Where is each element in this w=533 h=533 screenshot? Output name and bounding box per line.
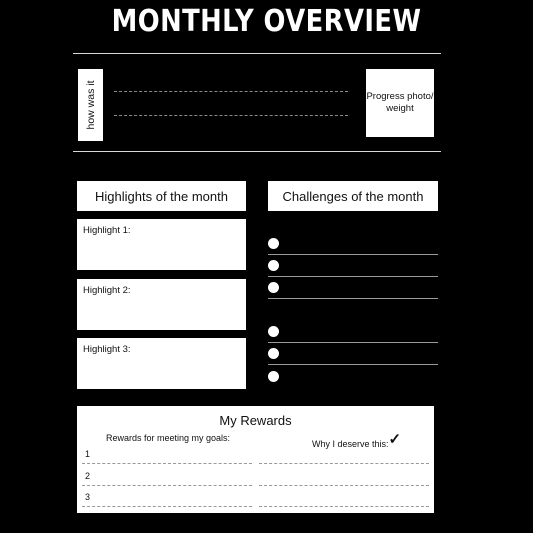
bullet-icon xyxy=(268,371,279,382)
reward-number: 3 xyxy=(85,492,91,502)
page-title: MONTHLY OVERVIEW xyxy=(111,4,422,39)
reward-line-left[interactable] xyxy=(82,485,252,486)
rewards-panel xyxy=(77,406,434,513)
bullet-icon xyxy=(268,326,279,337)
bullet-icon xyxy=(268,260,279,271)
highlight-box-1[interactable] xyxy=(77,219,246,270)
reward-line-left[interactable] xyxy=(82,463,252,464)
middle-divider xyxy=(73,151,441,152)
reward-number: 2 xyxy=(85,471,91,481)
challenges-header xyxy=(268,181,438,211)
reward-line-left[interactable] xyxy=(82,506,252,507)
reward-line-right[interactable] xyxy=(259,463,429,464)
rewards-right-label-wrap xyxy=(312,430,401,448)
highlight-label: Highlight 2: xyxy=(83,285,131,296)
challenge-line[interactable] xyxy=(268,254,438,255)
reward-number: 1 xyxy=(85,449,91,459)
highlight-label: Highlight 1: xyxy=(83,225,131,236)
rewards-right-label: Why I deserve this: xyxy=(312,439,389,449)
mood-label-box xyxy=(78,69,103,141)
highlights-header xyxy=(77,181,246,211)
highlights-header-label: Highlights of the month xyxy=(95,188,228,204)
challenge-line[interactable] xyxy=(268,364,438,365)
highlight-box-3[interactable] xyxy=(77,338,246,389)
progress-label: Progress photo/ weight xyxy=(366,91,434,114)
highlight-box-2[interactable] xyxy=(77,279,246,330)
mood-line-1[interactable] xyxy=(114,91,348,92)
rewards-left-label: Rewards for meeting my goals: xyxy=(106,433,231,443)
reward-line-right[interactable] xyxy=(259,485,429,486)
challenge-line[interactable] xyxy=(268,276,438,277)
challenge-line[interactable] xyxy=(268,342,438,343)
bullet-icon xyxy=(268,282,279,293)
bullet-icon xyxy=(268,238,279,249)
reward-line-right[interactable] xyxy=(259,506,429,507)
highlight-label: Highlight 3: xyxy=(83,344,131,355)
challenges-header-label: Challenges of the month xyxy=(282,188,424,204)
mood-label: how was it xyxy=(84,80,97,130)
progress-photo-box[interactable] xyxy=(366,69,434,137)
top-divider xyxy=(73,53,441,54)
challenge-line[interactable] xyxy=(268,298,438,299)
bullet-icon xyxy=(268,348,279,359)
checkmark-icon: ✓ xyxy=(388,431,402,448)
mood-line-2[interactable] xyxy=(114,115,348,116)
rewards-title: My Rewards xyxy=(219,413,292,428)
